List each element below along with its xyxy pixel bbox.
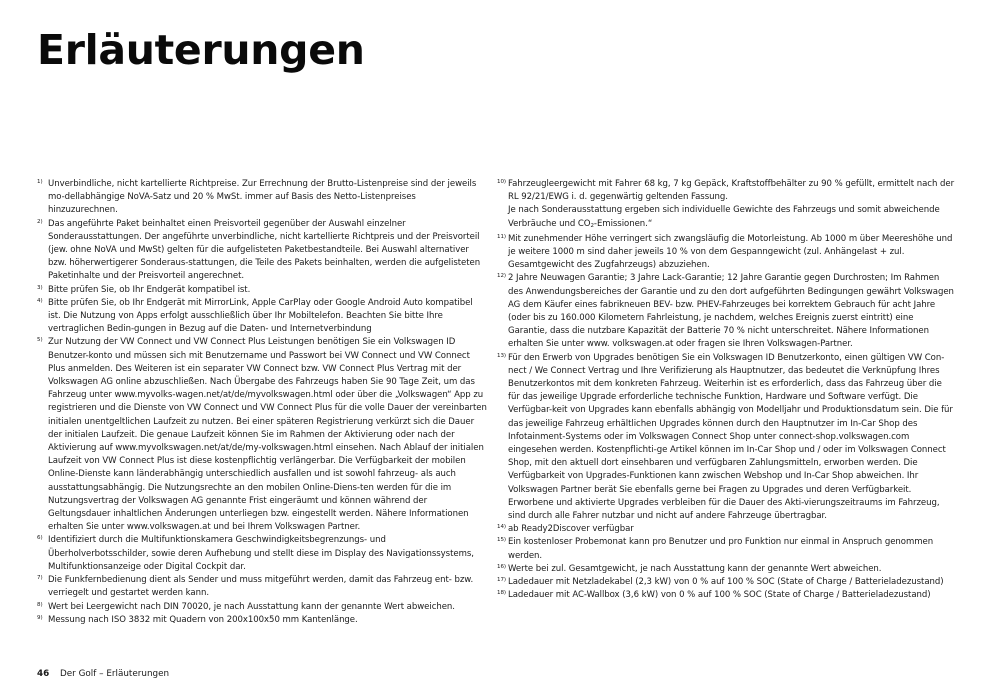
footnote-text: Zur Nutzung der VW Connect und VW Connect Plus Leistungen benötigen Sie ein Volkswagen ID Benutzer-konto und müssen sich mit Benutzername und Passwort bei VW Connect und VW Connect Plus anmelden. Des Weiteren ist ein separater VW Connect bzw. VW Connect Plus Vertrag mit der Volkswagen AG online abzuschließen. Nach Übergabe des Fahrzeugs haben Sie 90 Tage Zeit, um das Fahrzeug unter www.myvolks-wagen.net/at/de/myvolkswagen.html oder über die „Volkswagen“ App zu registrieren und die Dienste von VW Connect und VW Connect Plus für die volle Dauer der vereinbarten initialen unentgeltlichen Laufzeit zu nutzen. Bei einer späteren Registrierung verkürzt sich die Dauer der initialen Laufzeit. Die genaue Laufzeit können Sie im Rahmen der Aktivierung oder nach der Aktivierung auf www.myvolkswagen.net/at/de/my-volkswagen.html einsehen. Nach Ablauf der initialen Laufzeit von VW Connect Plus ist diese kostenpflichtig verlängerbar. Die Verfügbarkeit der mobilen Online-Dienste kann länderabhängig unterschiedlich ausfallen und ist sowohl fahrzeug- als auch ausstattungsabhängig. Die Nutzungsrechte an den mobilen Online-Diens-ten werden für die im Nutzungsvertrag der Volkswagen AG genannte Frist eingeräumt und können während der Geltungsdauer inhaltlichen Änderungen unterliegen bzw. eingestellt werden. Nähere Informationen erhalten Sie unter www.volkswagen.at und bei Ihrem Volkswagen Partner. bbox=[48, 337, 487, 533]
footnote-marker: 6) bbox=[37, 535, 43, 542]
footnote-marker: 2) bbox=[37, 218, 43, 225]
footnote-text: Das angeführte Paket beinhaltet einen Preisvorteil gegenüber der Auswahl einzelner Sonderausstattungen. Der angeführte unverbindliche, nicht kartellierte Richtpreis und der Preisvorteil (jew. ohne NoVA und MwSt) gelten für die aufgelisteten Paketbestandteile. Bei Auswahl alternativer bzw. höherwertigerer Sonderaus-stattungen, die Teile des Pakets beinhalten, werden die aufgelisteten Paketinhalte und der Preisvorteil angerechnet. bbox=[48, 218, 481, 282]
footnote-text: Für den Erwerb von Upgrades benötigen Sie ein Volkswagen ID Benutzerkonto, einen gültigen VW Con-nect / We Connect Vertrag und Ihre Verifizierung als Hauptnutzer, das bedeutet die Verknüpfung Ihres Benutzerkontos mit dem konkreten Fahrzeug. Weiterhin ist es erforderlich, dass das Fahrzeug über die für das jeweilige Upgrade erforderliche technische Funktion, Hardware und Software verfügt. Die Verfügbar-keit von Upgrades kann ebenfalls abhängig von Modelljahr und Produktionsdatum sein. Die für das jeweilige Fahrzeug erhältlichen Upgrades können durch den Hauptnutzer im In-Car Shop des Infotainment-Systems oder im Volkswagen Connect Shop unter connect-shop.volkswagen.com eingesehen werden. Kostenpflichti-ge Artikel können im In-Car Shop und / oder im Volkswagen Connect Shop, mit den aktuell dort einsehbaren und verfügbaren Zahlungsmitteln, erworben werden. Die Verfügbarkeit von Upgrades-Funktionen kann zwischen Webshop und In-Car Shop abweichen. Ihr Volkswagen Partner berät Sie ebenfalls gerne bei Fragen zu Upgrades und deren Verfügbarkeit. Erworbene und aktivierte Upgrades verbleiben für die Dauer des Akti-vierungszeitraums im Fahrzeug, sind durch alle Fahrer nutzbar und nicht auf andere Fahrzeuge übertragbar. bbox=[508, 352, 953, 522]
footnote-8 bbox=[37, 601, 487, 614]
page-number: 46 bbox=[37, 669, 50, 679]
footnote-18 bbox=[497, 589, 955, 602]
footnote-text-continued: Je nach Sonderausstattung ergeben sich individuelle Gewichte des Fahrzeugs und somit abweichende Verbräuche und CO2-Emissionen.“ bbox=[508, 205, 940, 229]
footnote-marker: 4) bbox=[37, 297, 43, 304]
footnote-17 bbox=[497, 576, 955, 589]
footnote-marker: 7) bbox=[37, 575, 43, 582]
co2-subscript: 2 bbox=[590, 222, 594, 229]
footnote-text: Unverbindliche, nicht kartellierte Richtpreise. Zur Errechnung der Brutto-Listenpreise sind der jeweils mo-dellabhängige NoVA-Satz und 20 % MwSt. immer auf Basis des Netto-Listenpreises hinzuzurechnen. bbox=[48, 179, 477, 216]
footnote-16 bbox=[497, 563, 955, 576]
footnote-text: Mit zunehmender Höhe verringert sich zwangsläufig die Motorleistung. Ab 1000 m über Meereshöhe und je weitere 1000 m sind daher jeweils 10 % von dem Gespanngewicht (zul. Anhängelast + zul. Gesamtgewicht des Zugfahrzeugs) abzuziehen. bbox=[508, 233, 953, 271]
footnote-5 bbox=[37, 336, 487, 534]
footnote-text: 2 Jahre Neuwagen Garantie; 3 Jahre Lack-Garantie; 12 Jahre Garantie gegen Durchrosten; Im Rahmen des Anwendungsbereiches der Garantie und zu den dort aufgeführten Bedingungen gewährt Volkswagen AG dem Käufer eines fabrikneuen BEV- bzw. PHEV-Fahrzeuges bei korrektem Gebrauch für acht Jahre (oder bis zu 160.000 Kilometern Fahrleistung, je nachdem, welches Ereignis zuerst eintritt) eine Garantie, dass die nutzbare Kapazität der Batterie 70 % nicht unterschreitet. Nähere Informationen erhalten Sie unter www. volkswagen.at oder fragen sie Ihren Volkswagen-Partner. bbox=[508, 273, 954, 350]
footnote-text: Werte bei zul. Gesamtgewicht, je nach Ausstattung kann der genannte Wert abweichen. bbox=[508, 563, 882, 574]
footnote-text: Bitte prüfen Sie, ob Ihr Endgerät mit MirrorLink, Apple CarPlay oder Google Android Auto kompatibel ist. Die Nutzung von Apps erfolgt ausschließlich über Ihr Mobiltelefon. Beachten Sie bitte Ihre vertraglichen Bedin-gungen in Bezug auf die Daten- und Internetverbindung bbox=[48, 297, 473, 335]
footnote-marker: 14) bbox=[497, 524, 506, 531]
footnote-marker: 13) bbox=[497, 352, 506, 359]
footnote-text: Ladedauer mit Netzladekabel (2,3 kW) von 0 % auf 100 % SOC (State of Charge / Batterieladezustand) bbox=[508, 577, 944, 588]
footnote-text: ab Ready2Discover verfügbar bbox=[508, 524, 634, 535]
footnote-marker: 16) bbox=[497, 563, 506, 570]
page-title: Erläuterungen bbox=[37, 26, 365, 74]
footnote-14 bbox=[497, 523, 955, 536]
footnote-6 bbox=[37, 534, 487, 574]
footnote-text: Wert bei Leergewicht nach DIN 70020, je nach Ausstattung kann der genannte Wert abweichen. bbox=[48, 601, 455, 612]
footnote-9 bbox=[37, 614, 487, 627]
footnote-marker: 15) bbox=[497, 537, 506, 544]
footnote-12 bbox=[497, 272, 955, 351]
footnote-marker: 18) bbox=[497, 590, 506, 597]
footer-section-title: Der Golf – Erläuterungen bbox=[60, 669, 170, 679]
footnote-marker: 5) bbox=[37, 337, 43, 344]
footnote-2 bbox=[37, 218, 487, 284]
footnote-10 bbox=[497, 178, 955, 233]
footnote-text: Fahrzeugleergewicht mit Fahrer 68 kg, 7 kg Gepäck, Kraftstoffbehälter zu 90 % gefüllt, ermittelt nach der RL 92/21/EWG i. d. gegenwärtig geltenden Fassung. bbox=[508, 179, 955, 203]
footnote-marker: 10) bbox=[497, 179, 506, 185]
footnote-7 bbox=[37, 574, 487, 600]
footnote-text: Ladedauer mit AC-Wallbox (3,6 kW) von 0 % auf 100 % SOC (State of Charge / Batterieladezustand) bbox=[508, 590, 931, 601]
footnote-marker: 11) bbox=[497, 233, 506, 240]
footnote-marker: 12) bbox=[497, 273, 506, 280]
footnote-text: Messung nach ISO 3832 mit Quadern von 200x100x50 mm Kantenlänge. bbox=[48, 614, 358, 625]
footnote-15 bbox=[497, 536, 955, 562]
footnote-marker: 8) bbox=[37, 601, 43, 608]
footnote-marker: 9) bbox=[37, 614, 43, 621]
footnote-text: Ein kostenloser Probemonat kann pro Benutzer und pro Funktion nur einmal in Anspruch genommen werden. bbox=[508, 537, 934, 561]
footnotes-right-column bbox=[497, 178, 955, 603]
footnote-text: Identifiziert durch die Multifunktionskamera Geschwindigkeitsbegrenzungs- und Überholverbotsschilder, sowie deren Aufhebung und stellt diese im Display des Navigationssystems, Multifunktionsanzeige oder Digital Cockpit dar. bbox=[48, 535, 474, 572]
footnote-11 bbox=[497, 233, 955, 273]
footnote-marker: 17) bbox=[497, 577, 506, 584]
footnote-marker: 1) bbox=[37, 179, 43, 185]
footnote-13 bbox=[497, 352, 955, 524]
footnote-4 bbox=[37, 297, 487, 337]
footnote-text: Die Funkfernbedienung dient als Sender und muss mitgeführt werden, damit das Fahrzeug ent- bzw. verriegelt und gestartet werden kann. bbox=[48, 575, 474, 599]
footnote-text: Bitte prüfen Sie, ob Ihr Endgerät kompatibel ist. bbox=[48, 284, 251, 295]
footnote-1 bbox=[37, 178, 487, 218]
page-footer bbox=[37, 668, 169, 680]
footnotes-left-column bbox=[37, 178, 487, 627]
footnote-marker: 3) bbox=[37, 284, 43, 291]
footnote-3 bbox=[37, 284, 487, 297]
